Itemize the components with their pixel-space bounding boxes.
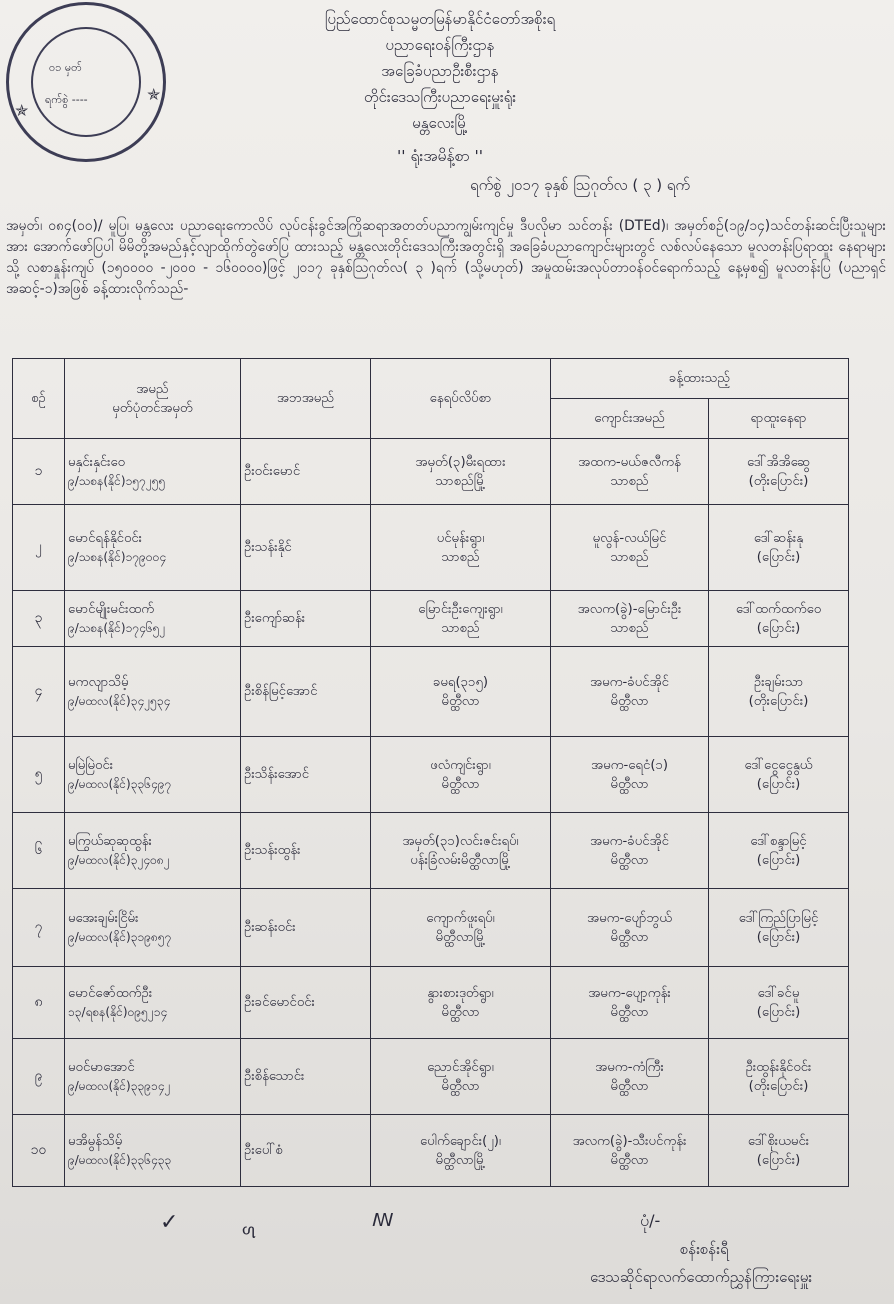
document-date: ရက်စွဲ ၂၀၁၇ ခုနှစ် ဩဂုတ်လ ( ၃ ) ရက် xyxy=(470,176,691,194)
id-number: ၉/မထလ(နိုင်)၃၃၉၁၄၂ xyxy=(68,1078,171,1093)
id-number: ၉/မထလ(နိုင်)၃၁၉၈၅၇ xyxy=(68,929,172,944)
cell-father: ဦးပေါ်စံ xyxy=(241,1115,371,1187)
school-line2: သာစည် xyxy=(610,549,649,565)
cell-no: ၆ xyxy=(13,813,65,889)
school-line2: မိတ္ထီလာ xyxy=(610,1078,649,1094)
address-line2: ပန်းခြံလမ်းမိတ္ထီလာမြို့ xyxy=(410,852,511,868)
address-line1: ကျောက်ဖူးရပ်၊ xyxy=(426,910,495,926)
address-line1: မြောင်းဦးကျေးရွာ၊ xyxy=(418,601,503,617)
seal-star-icon: ✯ xyxy=(15,101,29,120)
table-row xyxy=(13,647,849,737)
address-line2: သာစည် xyxy=(441,620,480,636)
initial-signature: ꟿ xyxy=(372,1210,394,1231)
cell-father: ဦးစိန်မြင့်အောင် xyxy=(241,647,371,737)
school-line1: အမက-ကံကြီး xyxy=(595,1059,664,1075)
school-line2: မိတ္ထီလာ xyxy=(610,776,649,792)
id-number: ၉/မထလ(နိုင်)၃၃၆၄၃၃ xyxy=(68,1152,172,1167)
address-line1: ခမရ(၃၁၅) xyxy=(432,674,489,690)
school-line1: အမက-ခံပင်အိုင် xyxy=(590,833,669,849)
school-line2: မိတ္ထီလာ xyxy=(610,1152,649,1168)
person-name: မကလျာသိမ့် xyxy=(68,674,129,690)
signatory-name: စန်းစန်းရီ xyxy=(680,1240,729,1258)
cell-father: ဦးဝင်းမောင် xyxy=(241,439,371,505)
cell-school xyxy=(551,889,709,967)
address-line1: အမှတ်(၃၁)လင်းဇင်းရပ်၊ xyxy=(402,833,519,849)
table-row xyxy=(13,737,849,813)
header-basic-education: အခြေခံပညာဦးစီးဌာန xyxy=(381,62,499,80)
cell-post xyxy=(709,439,849,505)
address-line1: နွားစားဒုတ်ရွာ၊ xyxy=(427,985,494,1001)
cell-no: ၁၀ xyxy=(13,1115,65,1187)
cell-post xyxy=(709,505,849,591)
id-number: ၉/သစန(နိုင်)၁၇၄၆၅၂ xyxy=(68,620,166,635)
cell-no: ၁ xyxy=(13,439,65,505)
school-line1: အမက-ခံပင်အိုင် xyxy=(590,674,669,690)
cell-school xyxy=(551,967,709,1039)
post-line1: ဒေါ်ခင်မူ xyxy=(757,985,800,1001)
cell-post xyxy=(709,1115,849,1187)
id-number: ၉/သစန(နိုင်)၁၅၇၂၅၅ xyxy=(68,473,166,488)
initial-signature: ળ xyxy=(242,1222,257,1243)
person-name: မမြဲမြဲဝင်း xyxy=(68,757,114,773)
header-department: ပညာရေးဝန်ကြီးဌာန xyxy=(385,36,495,54)
post-line2: (ပြောင်း) xyxy=(756,776,801,792)
cell-name xyxy=(65,505,241,591)
post-line2: (တိုးပြောင်း) xyxy=(748,1078,809,1094)
school-line2: မိတ္ထီလာ xyxy=(610,693,649,709)
address-line2: မိတ္ထီလာ xyxy=(441,1078,480,1094)
col-header-name xyxy=(65,359,241,439)
address-line2: သာစည် xyxy=(441,549,480,565)
school-line1: အမက-ပျော့ကုန်း xyxy=(588,985,671,1001)
school-line2: သာစည် xyxy=(610,473,649,489)
cell-father: ဦးသန်းနိုင် xyxy=(241,505,371,591)
cell-father: ဦးကျော်ဆန်း xyxy=(241,591,371,647)
cell-post xyxy=(709,591,849,647)
id-number: ၉/မထလ(နိုင်)၃၃၆၄၉၇ xyxy=(68,776,172,791)
cell-post xyxy=(709,967,849,1039)
cell-address xyxy=(371,1115,551,1187)
post-line1: ဒေါ်ဆန်းနု xyxy=(753,530,804,546)
signed-mark: ပုံ/- xyxy=(640,1211,661,1230)
address-line1: ဖလံကျင်းရွာ၊ xyxy=(430,757,491,773)
table-row xyxy=(13,591,849,647)
address-line1: ပင်မုန်းရွာ၊ xyxy=(436,530,485,546)
address-line1: ညောင်အိုင်ရွာ၊ xyxy=(427,1059,494,1075)
cell-address xyxy=(371,813,551,889)
signatory-title: ဒေသဆိုင်ရာလက်ထောက်ညွှန်ကြားရေးမှူး xyxy=(590,1268,813,1286)
seal-star-icon: ✯ xyxy=(147,85,161,104)
cell-name xyxy=(65,647,241,737)
post-line1: ဒေါ်စိုးယမင်း xyxy=(747,1133,810,1149)
person-name: မောင်မျိုးမင်းထက် xyxy=(68,601,155,617)
id-number: ၉/မထလ(နိုင်)၃၂၄၀၈၂ xyxy=(68,852,170,867)
cell-address xyxy=(371,737,551,813)
person-name: မအိမွန်သိမ့် xyxy=(68,1133,123,1149)
col-header-school: ကျောင်းအမည် xyxy=(551,399,709,439)
post-line2: (ပြောင်း) xyxy=(756,1004,801,1020)
address-line2: မိတ္ထီလာ xyxy=(441,693,480,709)
address-line2: သာစည်မြို့ xyxy=(435,473,486,489)
table-row xyxy=(13,505,849,591)
person-name: မကြွယ်ဆုဆုထွန်း xyxy=(68,833,152,849)
table-row xyxy=(13,889,849,967)
header-city: မန္တလေးမြို့ xyxy=(412,114,468,132)
school-line1: အထက-မယ်ဇလီကန် xyxy=(578,454,681,470)
table-row xyxy=(13,813,849,889)
cell-no: ၃ xyxy=(13,591,65,647)
cell-address xyxy=(371,647,551,737)
post-line1: ဦးထွန်းနိုင်ဝင်း xyxy=(745,1059,812,1075)
header-regional-office: တိုင်းဒေသကြီးပညာရေးမှူးရုံး xyxy=(363,88,517,106)
person-name: မောင်ရန်နိုင်ဝင်း xyxy=(68,530,143,546)
cell-no: ၇ xyxy=(13,889,65,967)
table-row xyxy=(13,1115,849,1187)
school-line1: အလက(ခွဲ)-သီးပင်ကုန်း xyxy=(572,1133,687,1149)
school-line2: သာစည် xyxy=(610,620,649,636)
school-line2: မိတ္ထီလာ xyxy=(610,1004,649,1020)
cell-address xyxy=(371,591,551,647)
cell-school xyxy=(551,1039,709,1115)
col-header-appointed: ခန့်ထားသည့် xyxy=(551,359,849,399)
checkmark-signature: ✓ xyxy=(160,1210,179,1235)
id-number: ၉/မထလ(နိုင်)၃၄၂၅၃၄ xyxy=(68,693,171,708)
seal-line-1: ဝ၁ မှတ် xyxy=(49,61,82,74)
address-line2: မိတ္ထီလာမြို့ xyxy=(435,929,486,945)
cell-name xyxy=(65,1039,241,1115)
cell-address xyxy=(371,505,551,591)
school-line2: မိတ္ထီလာ xyxy=(610,929,649,945)
address-line2: မိတ္ထီလာ xyxy=(441,776,480,792)
col-header-address: နေရပ်လိပ်စာ xyxy=(371,359,551,439)
office-seal-stamp xyxy=(6,2,166,162)
person-name: မနှင်းနှင်းဝေ xyxy=(68,454,126,470)
cell-name xyxy=(65,813,241,889)
cell-school xyxy=(551,1115,709,1187)
cell-address xyxy=(371,1039,551,1115)
post-line1: ဒေါ်ထက်ထက်ဝေ xyxy=(735,601,822,617)
post-line1: ဒေါ်ငွေငွေနွယ် xyxy=(744,757,813,773)
post-line2: (ပြောင်း) xyxy=(756,1152,801,1168)
body-paragraph: အမှတ်၊ ၀၈၄(၀၀)/ မူပြ၊ မန္တလေး ပညာရေးကောလိပ် လုပ်ငန်းခွင်အကြိုဆရာအတတ်ပညာကျွမ်းကျင်မှု ဒီပလိုမာ သင်တန်း (DTEd)၊ အမှတ်စဉ်(၁၉/၁၄)သင်တန်းဆင်းပြီးသူများအား အောက်ဖော်ပြပါ မိမိတို့အမည်နှင့်လျာထိုက်တွဲဖော်ပြ ထားသည့် မန္တလေးတိုင်းဒေသကြီးအတွင်းရှိ အခြေခံပညာကျောင်းများတွင် လစ်လပ်နေသော မူလတန်းပြရာထူး နေရာများသို့ လစာနှုန်းကျပ် (၁၅၀၀၀၀ -၂၀၀၀ - ၁၆၀၀၀၀)ဖြင့် ၂၀၁၇ ခုနှစ်ဩဂုတ်လ( ၃ )ရက် (သို့မဟုတ်) အမှုထမ်းအလုပ်တာဝန်ဝင်ရောက်သည့် နေ့မှစ၍ မူလတန်းပြ (ပညာရှင်အဆင့်-၁)အဖြစ် ခန့်ထားလိုက်သည်- xyxy=(6,218,886,297)
cell-school xyxy=(551,505,709,591)
person-name: မဝင်မာအောင် xyxy=(68,1059,135,1075)
cell-address xyxy=(371,889,551,967)
post-line2: (ပြောင်း) xyxy=(756,549,801,565)
col-header-name-line1: အမည် xyxy=(136,381,169,397)
appointment-table xyxy=(12,358,849,1187)
post-line2: (တိုးပြောင်း) xyxy=(748,473,809,489)
col-header-post: ရာထူးနေရာ xyxy=(709,399,849,439)
post-line2: (ပြောင်း) xyxy=(756,620,801,636)
cell-father: ဦးစိန်သောင်း xyxy=(241,1039,371,1115)
id-number: ၉/သစန(နိုင်)၁၇၉၀၀၄ xyxy=(68,549,167,564)
cell-address xyxy=(371,439,551,505)
cell-no: ၉ xyxy=(13,1039,65,1115)
address-line1: အမှတ်(၃)မီးရထား xyxy=(415,454,506,470)
post-line1: ဒေါ်အိအိဆွေ xyxy=(746,454,811,470)
cell-name xyxy=(65,889,241,967)
cell-post xyxy=(709,813,849,889)
cell-name xyxy=(65,591,241,647)
post-line2: (ပြောင်း) xyxy=(756,852,801,868)
cell-father: ဦးသိန်းအောင် xyxy=(241,737,371,813)
col-header-name-line2: မှတ်ပုံတင်အမှတ် xyxy=(112,400,193,416)
cell-name xyxy=(65,1115,241,1187)
cell-father: ဦးခင်မောင်ဝင်း xyxy=(241,967,371,1039)
cell-no: ၄ xyxy=(13,647,65,737)
seal-line-2: ရက်စွဲ ---- xyxy=(45,93,88,106)
header-ministry: ပြည်ထောင်စုသမ္မတမြန်မာနိုင်ငံတော်အစိုးရ xyxy=(324,10,556,28)
cell-post xyxy=(709,1039,849,1115)
col-header-no: စဉ် xyxy=(13,359,65,439)
address-line2: မိတ္ထီလာမြို့ xyxy=(435,1152,486,1168)
id-number: ၁၃/ရစန(နိုင်)၀၉၅၂၁၄ xyxy=(68,1004,168,1019)
school-line1: အမက-ပျော်ဘွယ် xyxy=(587,910,672,926)
document-title: '' ရုံးအမိန့်စာ '' xyxy=(397,147,483,165)
col-header-father: အဘအမည် xyxy=(241,359,371,439)
address-line1: ပေါက်ချောင်း(၂)၊ xyxy=(420,1133,501,1149)
cell-no: ၅ xyxy=(13,737,65,813)
post-line1: ဦးချမ်းသာ xyxy=(753,674,804,690)
cell-post xyxy=(709,737,849,813)
person-name: မအေးချမ်းငြိမ်း xyxy=(68,910,139,926)
post-line2: (ပြောင်း) xyxy=(756,929,801,945)
cell-school xyxy=(551,591,709,647)
school-line1: အလက(ခွဲ)-မြောင်းဦး xyxy=(577,601,682,617)
cell-father: ဦးသန်းထွန်း xyxy=(241,813,371,889)
school-line2: မိတ္ထီလာ xyxy=(610,852,649,868)
table-row xyxy=(13,1039,849,1115)
cell-address xyxy=(371,967,551,1039)
person-name: မောင်ဇော်ထက်ဦး xyxy=(68,985,153,1001)
post-line1: ဒေါ်စန္ဒာမြင့် xyxy=(750,833,807,849)
school-line1: အမက-ရေငံ(၁) xyxy=(590,757,669,773)
cell-post xyxy=(709,889,849,967)
post-line1: ဒေါ်ကြည်ပြာမြင့် xyxy=(738,910,819,926)
post-line2: (တိုးပြောင်း) xyxy=(748,693,809,709)
cell-school xyxy=(551,439,709,505)
address-line2: မိတ္ထီလာ xyxy=(441,1004,480,1020)
cell-name xyxy=(65,439,241,505)
cell-no: ၈ xyxy=(13,967,65,1039)
cell-school xyxy=(551,813,709,889)
cell-post xyxy=(709,647,849,737)
seal-inner-ring xyxy=(31,27,141,137)
table-row xyxy=(13,439,849,505)
cell-school xyxy=(551,737,709,813)
cell-name xyxy=(65,967,241,1039)
cell-name xyxy=(65,737,241,813)
cell-no: ၂ xyxy=(13,505,65,591)
school-line1: မူလွန်-လယ်မြင် xyxy=(592,530,667,546)
table-row xyxy=(13,967,849,1039)
cell-school xyxy=(551,647,709,737)
cell-father: ဦးဆန်းဝင်း xyxy=(241,889,371,967)
